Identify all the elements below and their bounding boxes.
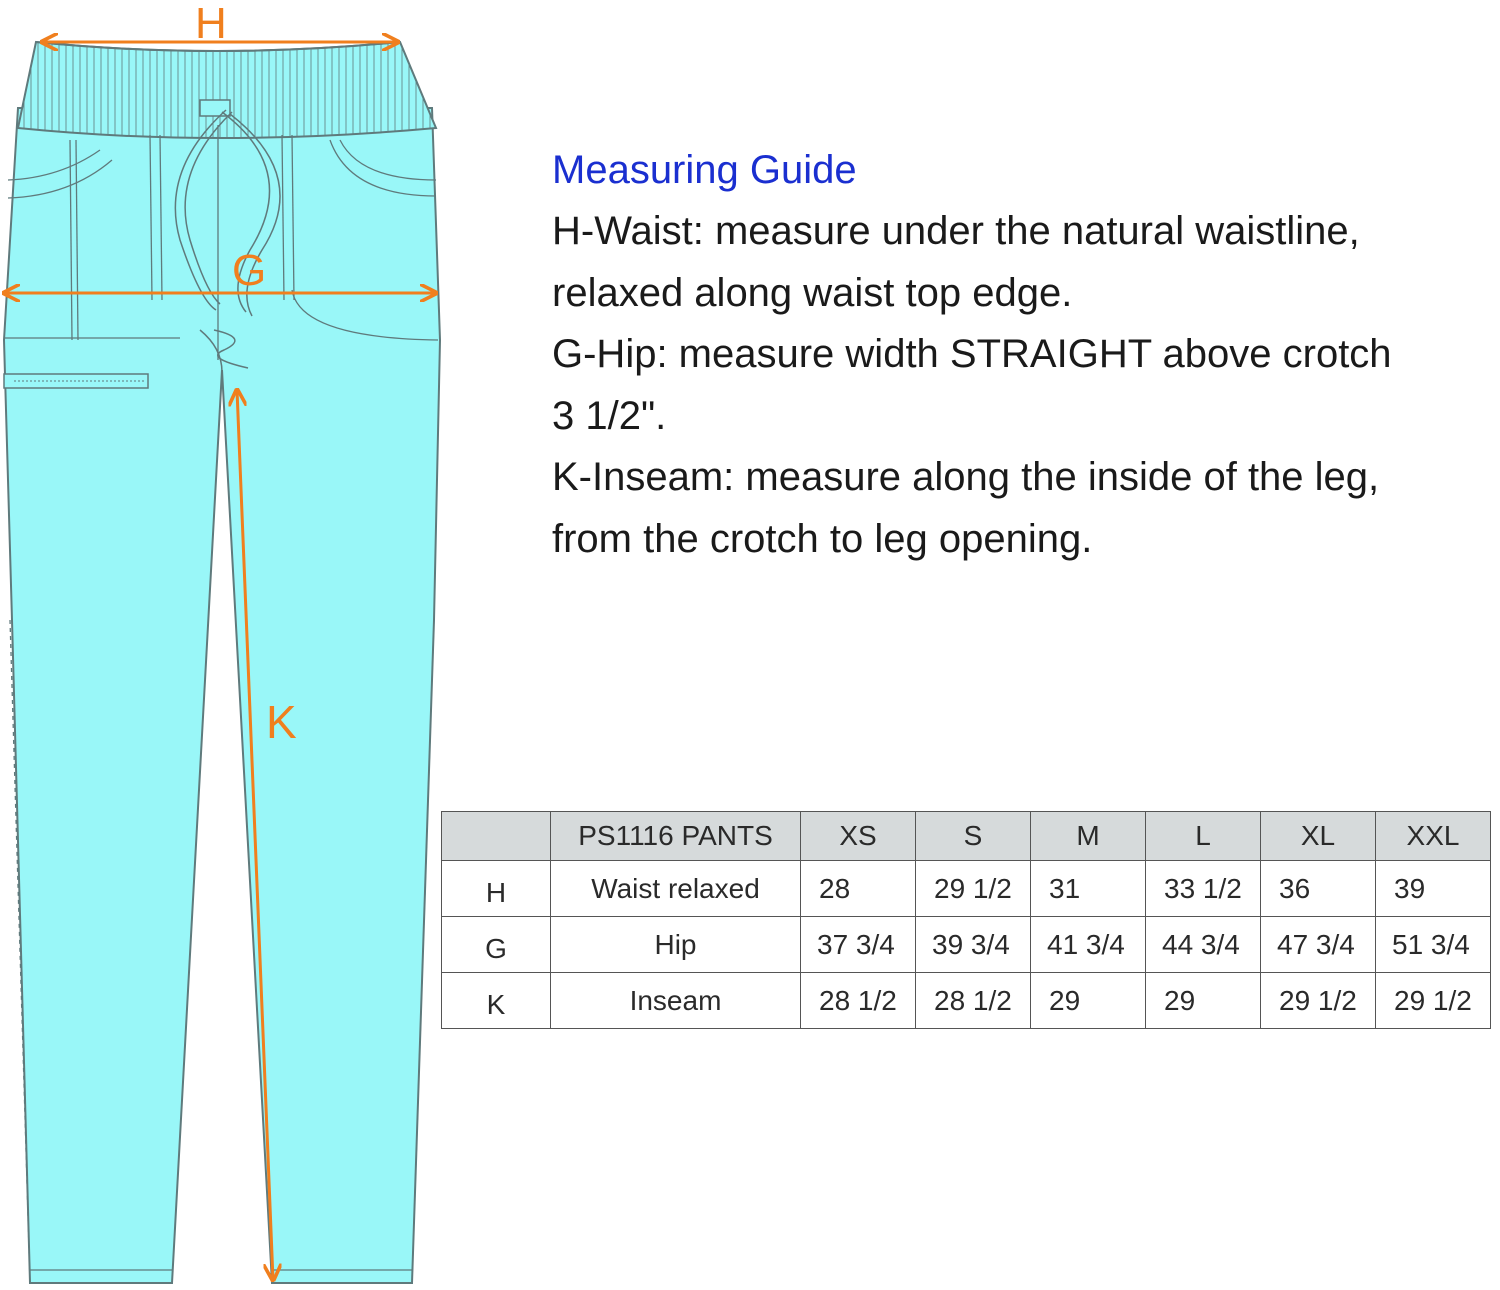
measuring-guide xyxy=(552,140,1492,570)
header-size: S xyxy=(916,812,1031,861)
table-row xyxy=(442,917,1491,973)
table-cell: 51 3/4 xyxy=(1376,917,1491,973)
row-key: G xyxy=(442,917,551,973)
table-cell: 36 xyxy=(1261,861,1376,917)
size-chart-table xyxy=(441,811,1491,1029)
table-row xyxy=(442,973,1491,1029)
table-cell: 29 xyxy=(1146,973,1261,1029)
guide-line: G-Hip: measure width STRAIGHT above crotch xyxy=(552,332,1392,376)
table-header-row xyxy=(442,812,1491,861)
table-cell: 29 1/2 xyxy=(1261,973,1376,1029)
table-cell: 39 xyxy=(1376,861,1491,917)
header-size: XXL xyxy=(1376,812,1491,861)
table-cell: 29 1/2 xyxy=(1376,973,1491,1029)
table-cell: 33 1/2 xyxy=(1146,861,1261,917)
header-product: PS1116 PANTS xyxy=(551,812,801,861)
header-empty-cell xyxy=(442,812,551,861)
row-key: K xyxy=(442,973,551,1029)
table-row xyxy=(442,861,1491,917)
guide-title: Measuring Guide xyxy=(552,148,857,192)
row-name: Waist relaxed xyxy=(551,861,801,917)
guide-line: K-Inseam: measure along the inside of the leg, xyxy=(552,455,1380,499)
pants-body xyxy=(4,108,440,1283)
table-cell: 29 1/2 xyxy=(916,861,1031,917)
table-cell: 41 3/4 xyxy=(1031,917,1146,973)
header-size: XL xyxy=(1261,812,1376,861)
guide-line: 3 1/2". xyxy=(552,393,667,438)
header-size: M xyxy=(1031,812,1146,861)
table-cell: 28 1/2 xyxy=(801,973,916,1029)
g-label: G xyxy=(232,246,267,295)
table-cell: 29 xyxy=(1031,973,1146,1029)
guide-line: relaxed along waist top edge. xyxy=(552,270,1073,315)
header-size: L xyxy=(1146,812,1261,861)
guide-line: from the crotch to leg opening. xyxy=(552,516,1093,561)
guide-line: H-Waist: measure under the natural waistline, xyxy=(552,209,1360,253)
h-label: H xyxy=(195,0,227,48)
table-cell: 31 xyxy=(1031,861,1146,917)
table-cell: 47 3/4 xyxy=(1261,917,1376,973)
row-key: H xyxy=(442,861,551,917)
table-cell: 37 3/4 xyxy=(801,917,916,973)
table-cell: 28 1/2 xyxy=(916,973,1031,1029)
table-cell: 39 3/4 xyxy=(916,917,1031,973)
pants-diagram xyxy=(0,0,450,1290)
row-name: Hip xyxy=(551,917,801,973)
table-cell: 28 xyxy=(801,861,916,917)
table-cell: 44 3/4 xyxy=(1146,917,1261,973)
k-label: K xyxy=(266,696,297,748)
header-size: XS xyxy=(801,812,916,861)
row-name: Inseam xyxy=(551,973,801,1029)
